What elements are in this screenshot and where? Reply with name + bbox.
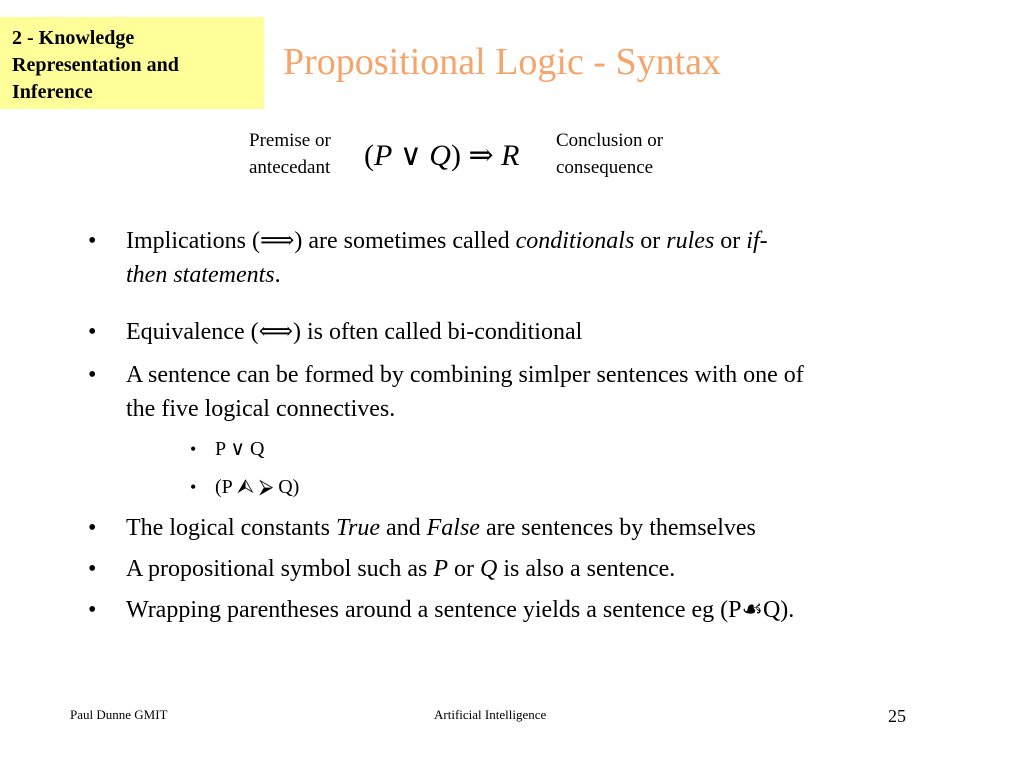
formula-symbol: R (501, 139, 520, 172)
section-label (12, 25, 179, 106)
text-run: A propositional symbol such as (126, 556, 434, 582)
conclusion-label (556, 127, 663, 181)
text-run: is also a sentence. (497, 556, 676, 582)
bullet-implications (126, 224, 946, 292)
footer-author: Paul Dunne GMIT (70, 707, 168, 722)
bullet-combining (126, 358, 946, 426)
sub-bullet-or-example: P ∨ Q (215, 438, 265, 460)
emphasis-term: False (426, 515, 480, 541)
text-run: or (714, 228, 747, 254)
formula-paren: ( (364, 139, 374, 172)
formula-symbol: P (374, 139, 393, 172)
text-run: or (634, 228, 667, 254)
premise-label-line: antecedant (249, 157, 331, 178)
bullet-marker: • (88, 319, 97, 345)
section-label-line: 2 - Knowledge (12, 27, 135, 49)
text-run: Implications ( (126, 228, 260, 254)
implies-symbol: ⟹ (259, 228, 295, 254)
text-run: . (274, 262, 281, 288)
footer-course: Artificial Intelligence (434, 707, 547, 722)
emphasis-term: conditionals (515, 228, 635, 254)
sub-bullet-marker: • (190, 477, 197, 497)
formula-symbol: Q (429, 139, 451, 172)
bullet-propositional-symbol (126, 552, 946, 586)
text-run: ) are sometimes called (294, 228, 516, 254)
formula-or-operator: ∨ (392, 139, 430, 172)
premise-label (249, 127, 331, 181)
emphasis-term: P (433, 556, 448, 582)
conclusion-label-line: Conclusion or (556, 130, 664, 151)
text-run: or (448, 556, 480, 582)
bullet-equivalence (126, 315, 946, 349)
text-line: the five logical connectives. (126, 396, 396, 422)
sub-bullet-connective-example: (P ⮙ ⮚ Q) (215, 476, 300, 498)
bullet-logical-constants (126, 511, 946, 545)
text-run: are sentences by themselves (479, 515, 756, 541)
emphasis-term: if- (746, 228, 768, 254)
emphasis-term: True (335, 515, 380, 541)
bullet-marker: • (88, 362, 97, 388)
bullet-parentheses: Wrapping parentheses around a sentence yields a sentence eg (P☙Q). (126, 597, 795, 623)
equivalence-symbol: ⟺ (258, 319, 294, 345)
premise-label-line: Premise or (249, 130, 331, 151)
emphasis-term: rules (666, 228, 715, 254)
section-label-line: Inference (12, 81, 93, 103)
text-run: Equivalence ( (126, 319, 259, 345)
formula-paren: ) (450, 139, 461, 172)
bullet-marker: • (88, 228, 97, 254)
emphasis-term: Q (480, 556, 498, 582)
text-run: and (379, 515, 427, 541)
text-run: ) is often called bi-conditional (293, 319, 583, 345)
bullet-marker: • (88, 556, 97, 582)
text-line: A sentence can be formed by combining simlper sentences with one of (126, 362, 804, 388)
emphasis-term: then statements (126, 262, 275, 288)
implication-formula (364, 138, 519, 173)
bullet-marker: • (88, 597, 97, 623)
section-label-line: Representation and (12, 54, 179, 76)
slide-title: Propositional Logic - Syntax (283, 41, 722, 83)
text-run: The logical constants (126, 515, 336, 541)
sub-bullet-marker: • (190, 439, 197, 459)
formula-implies-operator: ⇒ (460, 139, 502, 172)
conclusion-label-line: consequence (556, 157, 654, 178)
bullet-marker: • (88, 515, 97, 541)
page-number: 25 (888, 706, 906, 726)
